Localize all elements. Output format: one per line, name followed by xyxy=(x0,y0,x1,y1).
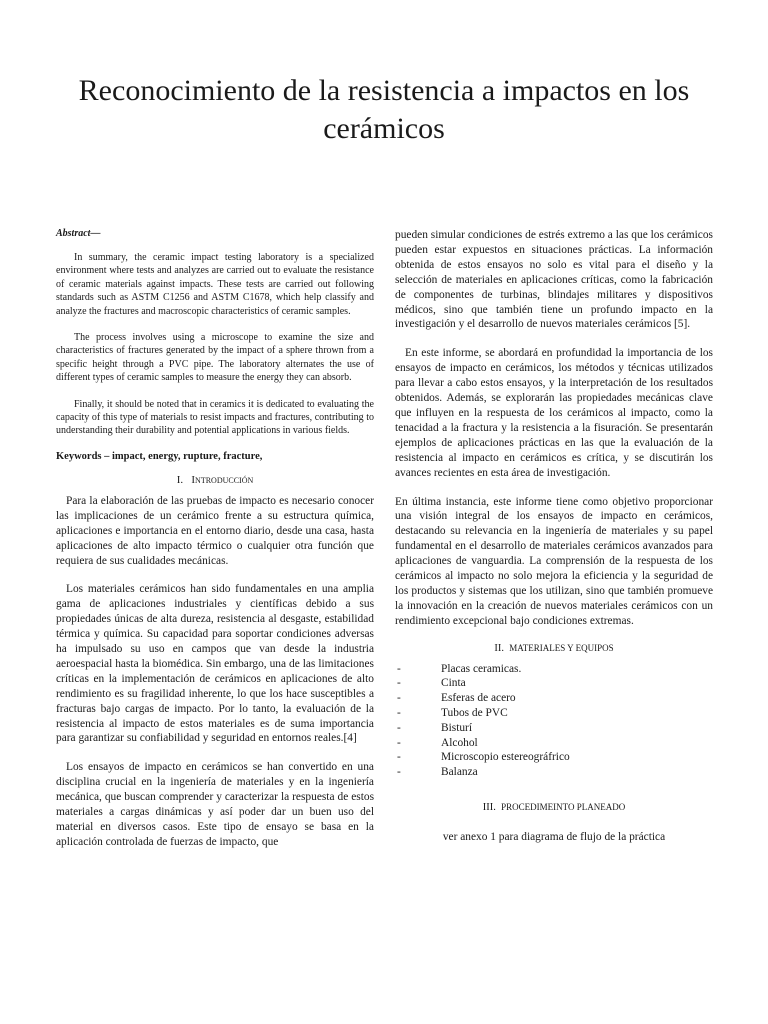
section-title: MATERIALES Y EQUIPOS xyxy=(509,642,614,653)
intro-paragraph-3: Los ensayos de impacto en cerámicos se han convertido en una disciplina crucial en la ingeniería de materiales y en la ingeniería mecánica, que buscan comprender y caracterizar la respuesta de estos materiales a cargas dinámicas y así poder dar un buen uso del material en diversos casos. Este tipo de ensayo se basa en la aplicación controlada de fuerzas de impacto, que xyxy=(56,761,374,848)
list-item xyxy=(395,721,713,736)
bullet-dash: - xyxy=(397,662,401,675)
list-item xyxy=(395,736,713,751)
section-number: III. xyxy=(482,802,496,814)
bullet-dash: - xyxy=(397,721,401,734)
list-item xyxy=(395,750,713,765)
intro-paragraph-2: Los materiales cerámicos han sido fundamentales en una amplia gama de aplicaciones industriales y científicas debido a sus propiedades únicas de alta dureza, resistencia al desgaste, estabilidad térmica y química. Su capacidad para soportar condiciones adversas ha impulsado su uso en campos que van desde la industria aeroespacial hasta la biomédica. Sin embargo, una de las limitaciones críticas en la implementación de cerámicos en aplicaciones de alto rendimiento es su fragilidad inherente, lo que los hace susceptibles a fracturas bajo cargas de impacto. Por lo tanto, la evaluación de la resistencia al impacto de estos materiales es de suma importancia para garantizar su confiabilidad y seguridad en entornos reales.[4] xyxy=(56,583,374,745)
intro-paragraph-4: En este informe, se abordará en profundidad la importancia de los ensayos de impacto en cerámicos, los métodos y técnicas utilizados para llevar a cabo estos ensayos, y la interpretación de los resultados obtenidos. Además, se explorarán las propiedades mecánicas clave que influyen en la respuesta de los cerámicos al impacto, como la tenacidad a la fractura y la resistencia a la fisuración. Se presentarán ejemplos de aplicaciones prácticas en las que la evaluación de la resistencia al impacto en cerámicos es crítica, y se discutirán los avances recientes en esta área de investigación. xyxy=(395,347,713,479)
list-item-text: Balanza xyxy=(441,766,478,779)
bullet-dash: - xyxy=(397,766,401,779)
intro-paragraph-1: Para la elaboración de las pruebas de impacto es necesario conocer las implicaciones de un cerámico frente a su estructura química, aplicaciones e importancia en el entorno diario, desde una casa, hasta aplicaciones de alto impacto térmico o cualquier otra función que requiera de sus cualidades mecánicas. xyxy=(56,494,374,567)
list-item-text: Esferas de acero xyxy=(441,692,516,705)
left-column xyxy=(56,228,374,864)
intro-paragraph-5: En última instancia, este informe tiene como objetivo proporcionar una visión integral de los ensayos de impacto en cerámicos, destacando su relevancia en la ingeniería de materiales y su papel fundamental en el desarrollo de materiales cerámicos avanzados para aplicaciones de vanguardia. La comprensión de la respuesta de los cerámicos al impacto no solo mejora la eficiencia y la seguridad de los productos y sistemas que los utilizan, sino que también promueve la innovación en la creación de nuevos materiales cerámicos con un rendimiento excepcional bajo condiciones extremas. xyxy=(395,495,713,627)
abstract-label: Abstract— xyxy=(56,228,101,239)
list-item xyxy=(395,706,713,721)
bullet-dash: - xyxy=(397,751,401,764)
bullet-dash: - xyxy=(397,736,401,749)
section-heading-procedimiento xyxy=(395,802,713,813)
section-number: II. xyxy=(494,642,505,654)
section-title: Introducción xyxy=(191,473,254,486)
abstract-paragraph-3: Finally, it should be noted that in ceramics it is dedicated to evaluating the capacity of this type of materials to resist impacts and fractures, contributing to understanding their durability and potential applications in various fields. xyxy=(56,398,374,437)
list-item-text: Bisturí xyxy=(441,721,473,734)
paper-title: Reconocimiento de la resistencia a impactos en los cerámicos xyxy=(78,74,690,145)
abstract-paragraph-1: In summary, the ceramic impact testing laboratory is a specialized environment where tests and analyzes are carried out to evaluate the resistance of ceramic materials against impacts. These tests are carried out following standards such as ASTM C1256 and ASTM C1678, which help classify and analyze the fractures and macroscopic characteristics of ceramic samples. xyxy=(56,252,374,317)
procedure-note: ver anexo 1 para diagrama de flujo de la práctica xyxy=(442,831,666,844)
list-item-text: Cinta xyxy=(441,677,466,690)
abstract-paragraph-2: The process involves using a microscope to examine the size and characteristics of fractures generated by the impact of a sphere thrown from a specific height through a PVC pipe. The laboratory alternates the use of different types of ceramic samples to measure the energy they can absorb. xyxy=(56,332,374,384)
list-item-text: Tubos de PVC xyxy=(441,707,508,720)
list-item xyxy=(395,662,713,677)
list-item-text: Alcohol xyxy=(441,736,478,749)
list-item-text: Placas ceramicas. xyxy=(441,662,522,675)
list-item xyxy=(395,676,713,691)
bullet-dash: - xyxy=(397,677,401,690)
list-item xyxy=(395,765,713,780)
bullet-dash: - xyxy=(397,692,401,705)
keywords: Keywords – impact, energy, rupture, fracture, xyxy=(56,450,263,462)
materials-list xyxy=(395,662,713,780)
right-column xyxy=(395,228,713,854)
section-number: I. xyxy=(176,473,184,486)
bullet-dash: - xyxy=(397,707,401,720)
list-item-text: Microscopio estereográfrico xyxy=(441,751,570,764)
section-heading-introduccion xyxy=(56,474,374,486)
section-heading-materiales xyxy=(395,643,713,654)
list-item xyxy=(395,691,713,706)
intro-paragraph-continued: pueden simular condiciones de estrés extremo a las que los cerámicos pueden estar expuestos en situaciones prácticas. La información obtenida de estos ensayos no solo es vital para el diseño y la selección de materiales en aplicaciones críticas, como la fabricación de componentes de turbinas, blindajes militares y dispositivos médicos, sino que también tiene un profundo impacto en la investigación y el desarrollo de nuevos materiales cerámicos [5]. xyxy=(395,229,713,331)
section-title: PROCEDIMEINTO PLANEADO xyxy=(501,802,626,813)
